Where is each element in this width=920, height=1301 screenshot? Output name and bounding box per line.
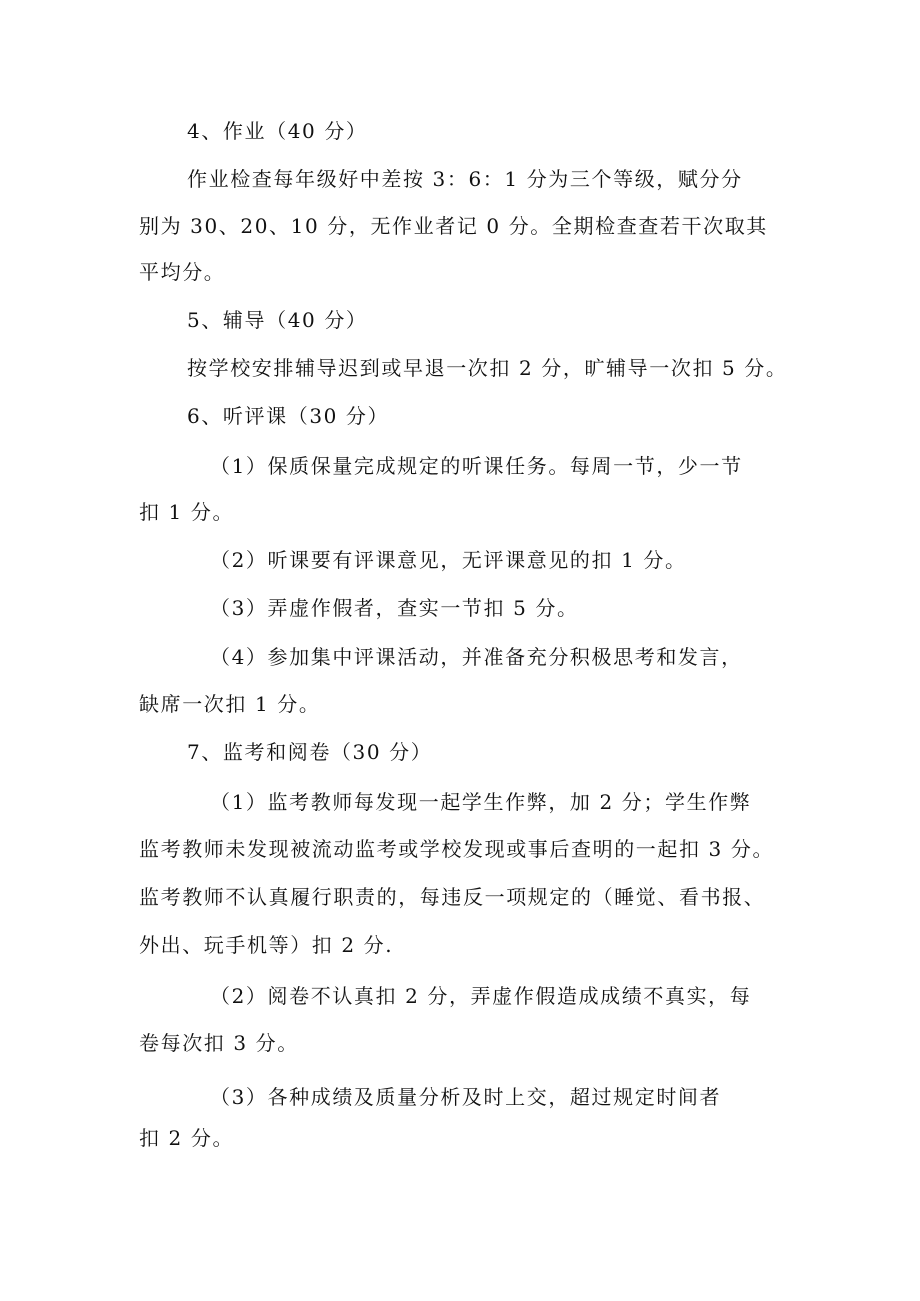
list-item-line: （1）保质保量完成规定的听课任务。每周一节，少一节 <box>210 454 743 478</box>
list-item-line: （2）阅卷不认真扣 2 分，弄虚作假造成成绩不真实，每 <box>210 984 752 1008</box>
paragraph-line: 作业检查每年级好中差按 3：6：1 分为三个等级，赋分分 <box>187 167 743 191</box>
paragraph-line: 平均分。 <box>139 260 226 284</box>
list-item-line: （4）参加集中评课活动，并准备充分积极思考和发言， <box>210 645 743 669</box>
section-heading-homework: 4、作业（40 分） <box>187 119 368 143</box>
list-item-line: （2）听课要有评课意见，无评课意见的扣 1 分。 <box>210 548 687 572</box>
section-heading-proctoring: 7、监考和阅卷（30 分） <box>187 740 433 764</box>
list-item-line: （3）各种成绩及质量分析及时上交，超过规定时间者 <box>210 1085 722 1109</box>
section-heading-lesson-review: 6、听评课（30 分） <box>187 404 390 428</box>
list-item-line: 卷每次扣 3 分。 <box>139 1031 299 1055</box>
list-item-line: 扣 2 分。 <box>139 1126 235 1150</box>
list-item-line: 缺席一次扣 1 分。 <box>139 692 321 716</box>
list-item-line: （3）弄虚作假者，查实一节扣 5 分。 <box>210 596 579 620</box>
list-item-line: （1）监考教师每发现一起学生作弊，加 2 分；学生作弊 <box>210 790 752 814</box>
list-item-line: 监考教师不认真履行职责的，每违反一项规定的（睡觉、看书报、 <box>139 885 766 909</box>
list-item-line: 外出、玩手机等）扣 2 分. <box>139 933 394 957</box>
paragraph-line: 按学校安排辅导迟到或早退一次扣 2 分，旷辅导一次扣 5 分。 <box>187 356 788 380</box>
list-item-line: 扣 1 分。 <box>139 500 235 524</box>
section-heading-tutoring: 5、辅导（40 分） <box>187 308 368 332</box>
list-item-line: 监考教师未发现被流动监考或学校发现或事后查明的一起扣 3 分。 <box>139 837 775 861</box>
paragraph-line: 别为 30、20、10 分，无作业者记 0 分。全期检查查若干次取其 <box>139 214 768 238</box>
